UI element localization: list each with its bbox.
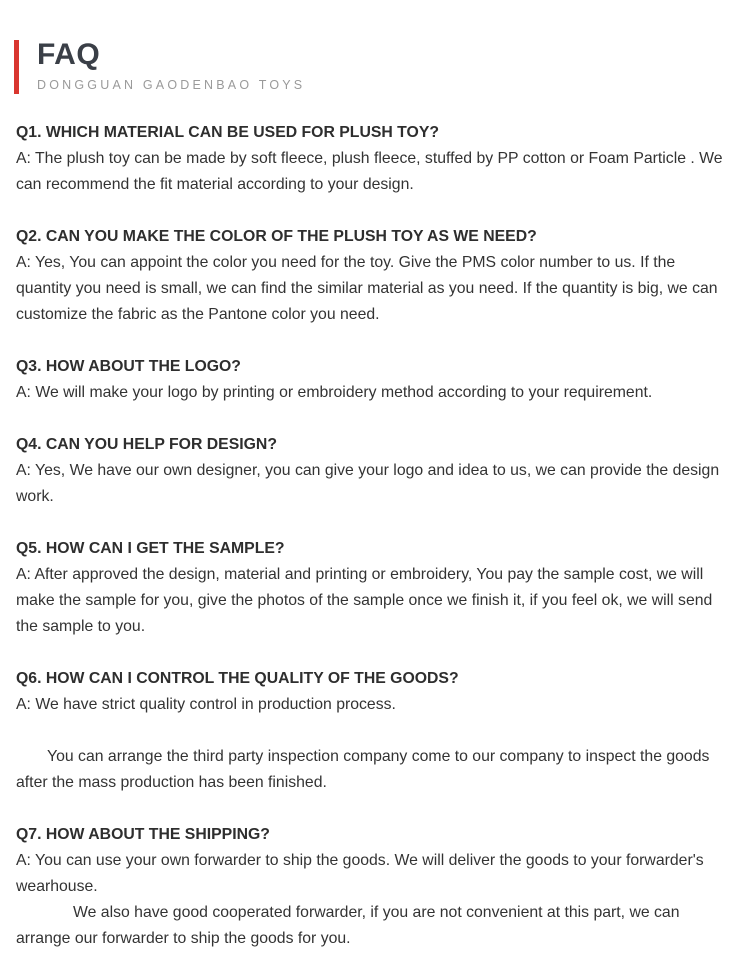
- faq-list: [16, 120, 732, 978]
- faq-item-4: [16, 432, 732, 510]
- page-header: [14, 40, 305, 94]
- faq-answer-note: We also have good cooperated forwarder, if you are not convenient at this part, we can arrange our forwarder to ship the goods for you.: [16, 904, 680, 947]
- faq-question: Q4. CAN YOU HELP FOR DESIGN?: [16, 436, 277, 453]
- faq-answer-note: You can arrange the third party inspection company come to our company to inspect the goods after the mass production has been finished.: [16, 748, 710, 791]
- faq-answer: A: The plush toy can be made by soft fleece, plush fleece, stuffed by PP cotton or Foam Particle . We can recommend the fit material according to your design.: [16, 150, 723, 193]
- faq-item-5: [16, 536, 732, 640]
- faq-item-3: [16, 354, 732, 406]
- faq-question: Q1. WHICH MATERIAL CAN BE USED FOR PLUSH TOY?: [16, 124, 440, 141]
- faq-answer: A: You can use your own forwarder to ship the goods. We will deliver the goods to your forwarder's wearhouse.: [16, 852, 704, 895]
- faq-item-6: [16, 666, 732, 796]
- faq-item-2: [16, 224, 732, 328]
- faq-question: Q3. HOW ABOUT THE LOGO?: [16, 358, 241, 375]
- faq-question: Q6. HOW CAN I CONTROL THE QUALITY OF THE GOODS?: [16, 670, 459, 687]
- faq-question: Q5. HOW CAN I GET THE SAMPLE?: [16, 540, 285, 557]
- faq-answer: A: We will make your logo by printing or embroidery method according to your requirement.: [16, 384, 653, 401]
- faq-answer: A: Yes, We have our own designer, you can give your logo and idea to us, we can provide the design work.: [16, 462, 720, 505]
- faq-answer: A: We have strict quality control in production process.: [16, 696, 396, 713]
- faq-question: Q7. HOW ABOUT THE SHIPPING?: [16, 826, 270, 843]
- faq-answer: A: After approved the design, material and printing or embroidery, You pay the sample cost, we will make the sample for you, give the photos of the sample once we finish it, if you feel ok, we will send the sample to you.: [16, 566, 713, 635]
- faq-item-7: [16, 822, 732, 952]
- faq-question: Q2. CAN YOU MAKE THE COLOR OF THE PLUSH TOY AS WE NEED?: [16, 228, 537, 245]
- faq-answer: A: Yes, You can appoint the color you need for the toy. Give the PMS color number to us. If the quantity you need is small, we can find the similar material as you need. If the quantity is big, we can customize the fabric as the Pantone color you need.: [16, 254, 718, 323]
- faq-item-1: [16, 120, 732, 198]
- page-subtitle: DONGGUAN GAODENBAO TOYS: [37, 78, 306, 92]
- page-title: FAQ: [37, 38, 101, 71]
